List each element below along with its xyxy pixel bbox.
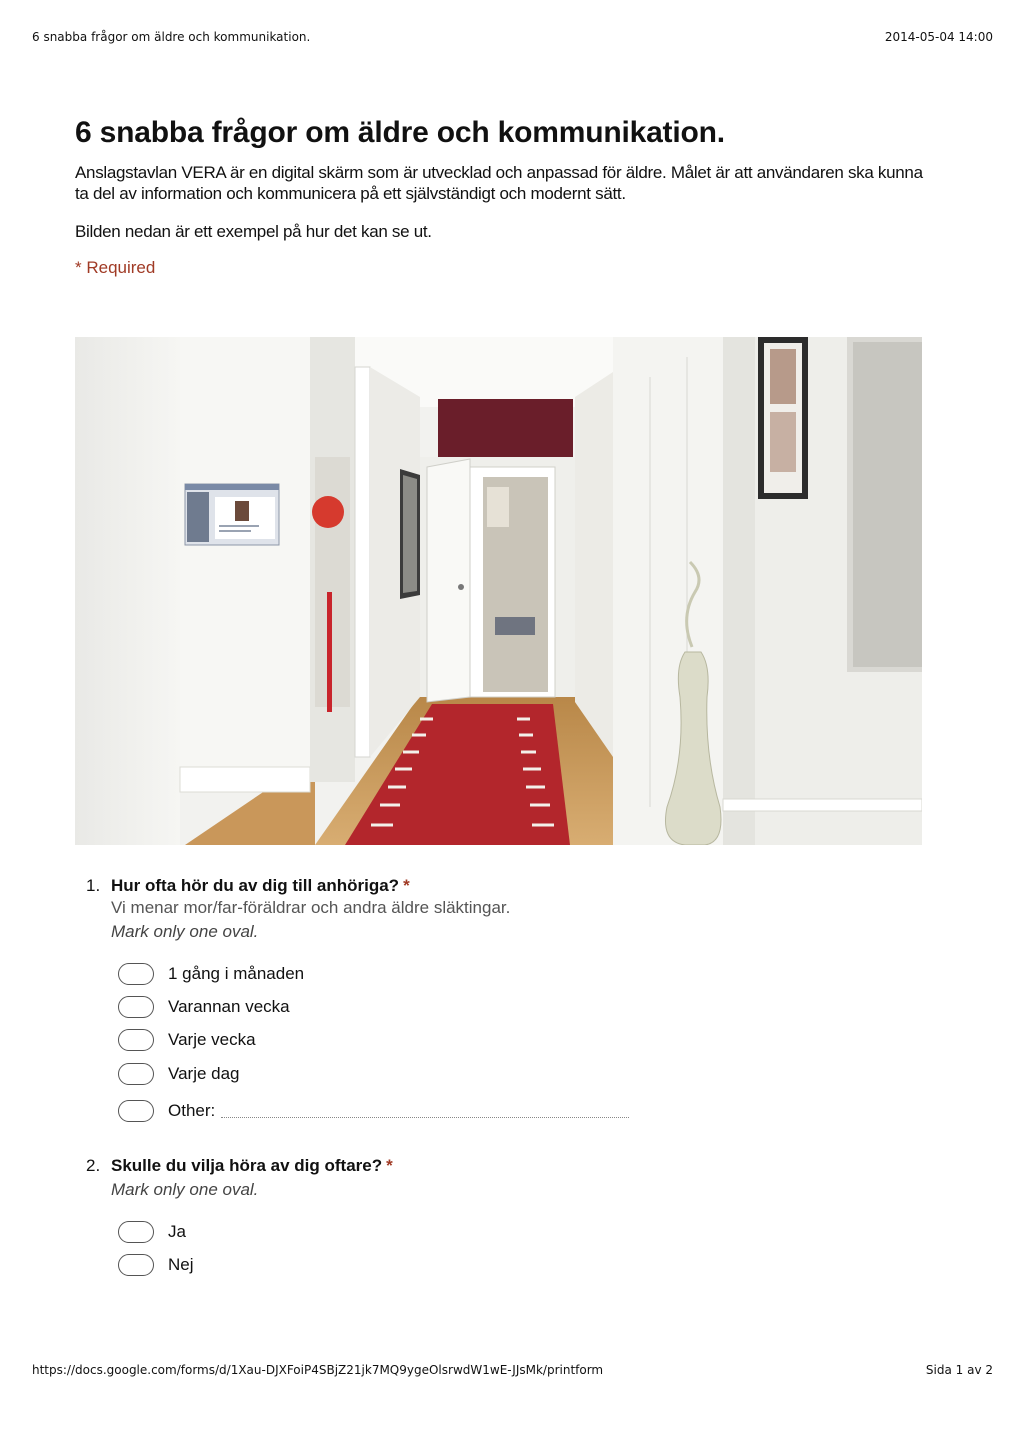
radio-oval[interactable] [118, 1100, 154, 1122]
question-1-title [86, 876, 886, 896]
question-1-options [118, 957, 886, 1127]
option-label: Ja [168, 1221, 186, 1241]
radio-oval[interactable] [118, 1254, 154, 1276]
option-1-gang-i-manaden[interactable] [118, 957, 886, 990]
option-label: Varje dag [168, 1063, 240, 1083]
option-varje-dag[interactable] [118, 1057, 886, 1090]
question-2-number: 2. [86, 1156, 101, 1175]
form-header [75, 116, 935, 278]
required-star: * [386, 1156, 393, 1175]
print-header-timestamp: 2014-05-04 14:00 [884, 30, 993, 44]
option-label: Varannan vecka [168, 996, 290, 1016]
question-1-instruction: Mark only one oval. [111, 922, 259, 941]
print-footer-page: Sida 1 av 2 [925, 1363, 993, 1377]
question-1-number: 1. [86, 876, 101, 895]
print-footer-url: https://docs.google.com/forms/d/1Xau-DJXFoiP4SBjZ21jk7MQ9ygeOlsrwdW1wE-JJsMk/printform [32, 1363, 604, 1377]
question-2-text: Skulle du vilja höra av dig oftare? [111, 1156, 383, 1175]
option-other[interactable] [118, 1094, 886, 1127]
question-2-options [118, 1215, 886, 1282]
required-star: * [403, 876, 410, 895]
print-header [32, 30, 993, 44]
hallway-photo [75, 337, 922, 845]
form-title: 6 snabba frågor om äldre och kommunikation. [75, 116, 725, 149]
question-1-text: Hur ofta hör du av dig till anhöriga? [111, 876, 400, 895]
option-ja[interactable] [118, 1215, 886, 1248]
question-2-title [86, 1156, 886, 1176]
radio-oval[interactable] [118, 1221, 154, 1243]
print-header-title: 6 snabba frågor om äldre och kommunikation. [32, 30, 311, 44]
option-label: 1 gång i månaden [168, 963, 305, 983]
radio-oval[interactable] [118, 996, 154, 1018]
question-2 [86, 1156, 886, 1282]
option-varannan-vecka[interactable] [118, 990, 886, 1023]
question-2-instruction: Mark only one oval. [111, 1180, 259, 1199]
other-text-line[interactable] [221, 1117, 629, 1118]
option-nej[interactable] [118, 1248, 886, 1281]
question-1 [86, 876, 886, 1127]
radio-oval[interactable] [118, 1029, 154, 1051]
option-label: Varje vecka [168, 1030, 256, 1050]
form-description: Anslagstavlan VERA är en digital skärm som är utvecklad och anpassad för äldre. Målet är att användaren ska kunna ta del av information och kommunicera på ett självständigt och modernt sätt. [75, 163, 923, 203]
form-description-2: Bilden nedan är ett exempel på hur det kan se ut. [75, 222, 432, 241]
option-label: Nej [168, 1254, 194, 1274]
vera-screen [185, 484, 279, 545]
option-varje-vecka[interactable] [118, 1024, 886, 1057]
radio-oval[interactable] [118, 963, 154, 985]
print-footer [32, 1363, 993, 1377]
required-note: * Required [75, 258, 156, 277]
option-label: Other: [168, 1100, 216, 1120]
question-1-help: Vi menar mor/far-föräldrar och andra äldre släktingar. [111, 898, 511, 917]
radio-oval[interactable] [118, 1063, 154, 1085]
